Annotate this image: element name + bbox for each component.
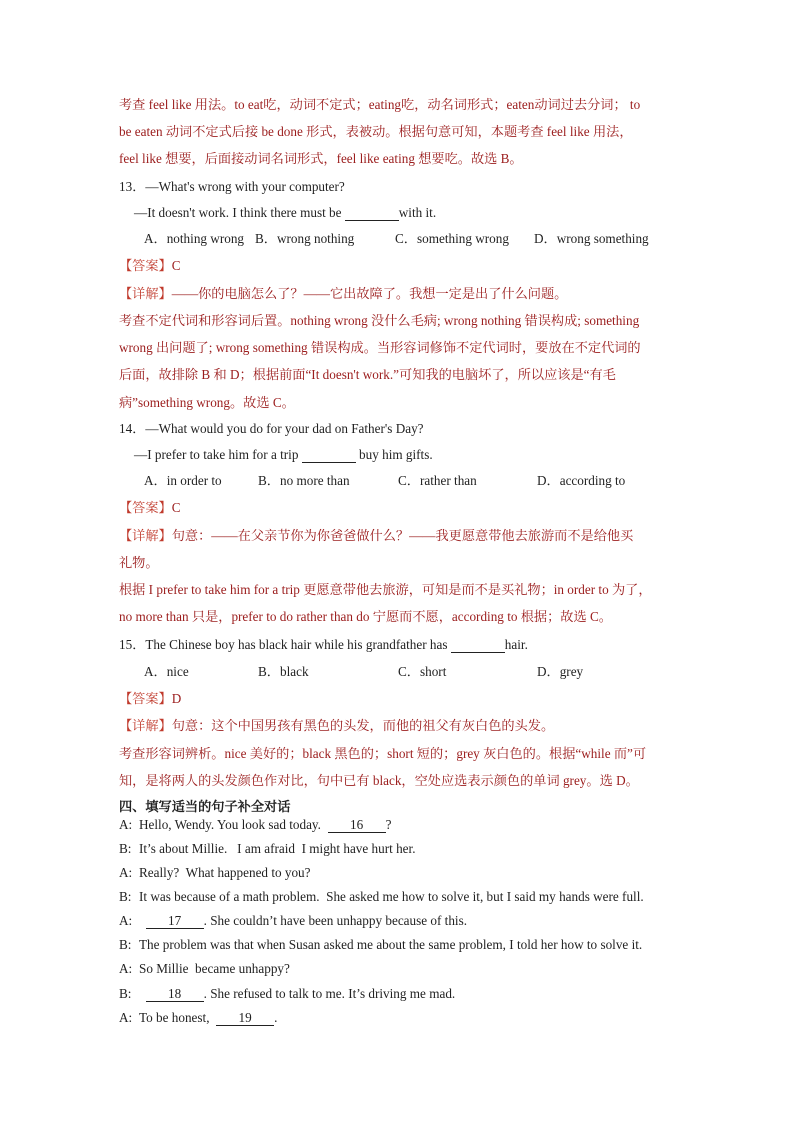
- question-13-number: 13．: [119, 179, 146, 194]
- question-13-analysis-3: 后面，故排除 B 和 D；根据前面“It doesn't work.”可知我的电脑坏了，所以应该是“有毛: [119, 367, 616, 382]
- question-14-number: 14．: [119, 421, 146, 436]
- question-13-detail: [119, 285, 567, 303]
- speaker-label: A:: [119, 913, 133, 928]
- blank-number: 17: [146, 913, 204, 929]
- dialogue-text: So Millie became unhappy?: [139, 961, 290, 976]
- dialogue-line: [119, 840, 416, 858]
- question-13-analysis-2: wrong 出问题了; wrong something 错误构成。当形容词修饰不定代词时，要放在不定代词的: [119, 340, 641, 355]
- question-14-detail: [119, 527, 633, 545]
- question-13-line-2-text: —It doesn't work. I think there must be: [134, 205, 342, 220]
- speaker-label: B:: [119, 937, 132, 952]
- question-14-options: [144, 472, 625, 490]
- option-b: B．no more than: [258, 473, 350, 488]
- analysis-12-line-1: 考查 feel like 用法。to eat吃，动词不定式；eating吃，动名词形式；eaten动词过去分词； to: [119, 97, 641, 112]
- option-d: D．grey: [537, 664, 584, 679]
- blank-number: 19: [216, 1010, 274, 1026]
- question-15-line-1: The Chinese boy has black hair while his grandfather has: [145, 637, 448, 652]
- question-15-line-1-tail: hair.: [504, 637, 528, 652]
- option-c: C．something wrong: [395, 231, 509, 246]
- detail-text: 句意：这个中国男孩有黑色的头发，而他的祖父有灰白色的头发。: [171, 718, 555, 733]
- dialogue-tail: . She couldn’t have been unhappy because of this.: [203, 913, 468, 928]
- question-13-line-2: [134, 204, 436, 222]
- answer-tag: 【答案】: [119, 258, 172, 273]
- dialogue-tail: .: [274, 1010, 278, 1025]
- question-15-analysis-2: 知，是将两人的头发颜色作对比，句中已有 black，空处应选表示颜色的单词 grey。选 D。: [119, 773, 639, 788]
- option-d: D．according to: [537, 473, 626, 488]
- answer-value: D: [171, 691, 182, 706]
- dialogue-line: [119, 816, 391, 834]
- option-a: A．nice: [144, 664, 189, 679]
- section-title: 四、填写适当的句子补全对话: [119, 799, 291, 814]
- dialogue-text: Hello, Wendy. You look sad today.: [139, 817, 328, 832]
- question-14-line-2: [134, 446, 433, 464]
- answer-tag: 【答案】: [119, 691, 172, 706]
- answer-blank: [302, 447, 356, 463]
- analysis-12-line-3: feel like 想要，后面接动词名词形式，feel like eating 想要吃。故选 B。: [119, 151, 523, 166]
- option-c: C．short: [398, 664, 447, 679]
- question-13-line-2-tail: with it.: [398, 205, 437, 220]
- question-14-detail-2: 礼物。: [119, 555, 159, 570]
- answer-blank: [451, 637, 505, 653]
- dialogue-tail: . She refused to talk to me. It’s driving me mad.: [203, 986, 456, 1001]
- speaker-label: A:: [119, 1010, 133, 1025]
- dialogue-line: [119, 888, 644, 906]
- speaker-label: A:: [119, 865, 133, 880]
- question-15-analysis-1: 考查形容词辨析。nice 美好的；black 黑色的；short 短的；grey 灰白色的。根据“while 而”可: [119, 746, 647, 761]
- detail-tag: 【详解】: [119, 528, 172, 543]
- blank-number: 16: [328, 817, 386, 833]
- analysis-12-line-2: be eaten 动词不定式后接 be done 形式，表被动。根据句意可知，本题考查 feel like 用法，: [119, 124, 633, 139]
- dialogue-text: The problem was that when Susan asked me about the same problem, I told her how to solve it.: [139, 937, 643, 952]
- dialogue-text: Really? What happened to you?: [139, 865, 311, 880]
- question-15-number: 15．: [119, 637, 146, 652]
- question-13-answer: [119, 257, 181, 275]
- detail-tag: 【详解】: [119, 718, 172, 733]
- option-c: C．rather than: [398, 473, 477, 488]
- question-15-answer: [119, 690, 181, 708]
- dialogue-text: [139, 986, 146, 1001]
- speaker-label: A:: [119, 817, 133, 832]
- speaker-label: B:: [119, 986, 132, 1001]
- dialogue-text: To be honest,: [139, 1010, 217, 1025]
- question-13-analysis-1: 考查不定代词和形容词后置。nothing wrong 没什么毛病; wrong nothing 错误构成; something: [119, 313, 640, 328]
- question-14-answer: [119, 499, 181, 517]
- question-13-options: [144, 230, 649, 248]
- dialogue-line: [119, 912, 467, 930]
- dialogue-line: [119, 960, 290, 978]
- speaker-label: B:: [119, 889, 132, 904]
- dialogue-line: [119, 1009, 277, 1027]
- question-13-analysis-4: 病”something wrong。故选 C。: [119, 395, 295, 410]
- detail-text: ——你的电脑怎么了？——它出故障了。我想一定是出了什么问题。: [171, 286, 568, 301]
- dialogue-text: It was because of a math problem. She asked me how to solve it, but I said my hands were full.: [139, 889, 644, 904]
- option-a: A．nothing wrong: [144, 231, 245, 246]
- question-14-line-2-tail: buy him gifts.: [359, 447, 433, 462]
- question-14-line-2-text: —I prefer to take him for a trip: [134, 447, 299, 462]
- answer-value: C: [171, 500, 181, 515]
- option-b: B．wrong nothing: [255, 231, 355, 246]
- option-b: B．black: [258, 664, 309, 679]
- question-13-line-1: —What's wrong with your computer?: [145, 179, 345, 194]
- dialogue-tail: ?: [385, 817, 392, 832]
- question-13-stem: [119, 178, 345, 196]
- question-14-line-1: —What would you do for your dad on Father's Day?: [145, 421, 424, 436]
- question-14-stem: [119, 420, 424, 438]
- dialogue-line: [119, 985, 455, 1003]
- option-a: A．in order to: [144, 473, 222, 488]
- question-14-analysis-1: 根据 I prefer to take him for a trip 更愿意带他去旅游，可知是而不是买礼物；in order to 为了，: [119, 582, 652, 597]
- dialogue-line: [119, 936, 642, 954]
- blank-number: 18: [146, 986, 204, 1002]
- dialogue-text: It’s about Millie. I am afraid I might have hurt her.: [139, 841, 416, 856]
- speaker-label: A:: [119, 961, 133, 976]
- answer-tag: 【答案】: [119, 500, 172, 515]
- question-14-analysis-2: no more than 只是，prefer to do rather than do 宁愿而不愿，according to 根据；故选 C。: [119, 609, 612, 624]
- answer-value: C: [171, 258, 181, 273]
- dialogue-text: [139, 913, 146, 928]
- detail-tag: 【详解】: [119, 286, 172, 301]
- question-15-options: [144, 663, 583, 681]
- answer-blank: [345, 205, 399, 221]
- speaker-label: B:: [119, 841, 132, 856]
- detail-text-1: 句意：——在父亲节你为你爸爸做什么？——我更愿意带他去旅游而不是给他买: [171, 528, 634, 543]
- question-15-stem: [119, 636, 528, 654]
- question-15-detail: [119, 717, 554, 735]
- option-d: D．wrong something: [534, 231, 649, 246]
- dialogue-line: [119, 864, 311, 882]
